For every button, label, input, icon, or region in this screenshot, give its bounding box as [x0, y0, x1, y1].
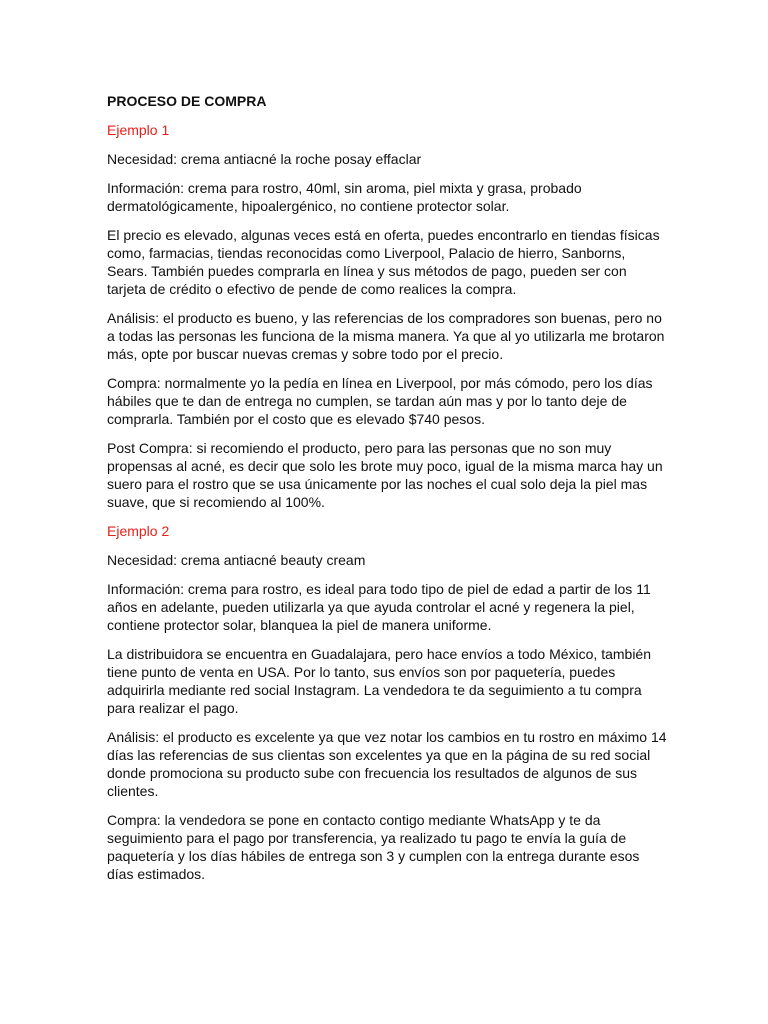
text-line: adquirirla mediante red social Instagram. La vendedora te da seguimiento a tu compra — [107, 682, 642, 698]
paragraph — [107, 226, 708, 298]
text-line: más, opte por buscar nuevas cremas y sobre todo por el precio. — [107, 346, 504, 362]
text-line: clientes. — [107, 783, 159, 799]
paragraph — [107, 580, 708, 634]
text-line: suave, que si recomiendo al 100%. — [107, 494, 325, 510]
example-heading: Ejemplo 2 — [107, 523, 170, 539]
text-line: días las referencias de sus clientas son excelentes ya que en la página de su red social — [107, 747, 651, 763]
paragraph — [107, 811, 708, 883]
text-line: Información: crema para rostro, 40ml, sin aroma, piel mixta y grasa, probado — [107, 180, 582, 196]
text-line: comprarla. También por el costo que es elevado $740 pesos. — [107, 411, 485, 427]
text-line: para realizar el pago. — [107, 700, 239, 716]
text-line: como, farmacias, tiendas reconocidas como Liverpool, Palacio de hierro, Sanborns, — [107, 245, 626, 261]
text-line: La distribuidora se encuentra en Guadalajara, pero hace envíos a todo México, también — [107, 646, 652, 662]
paragraph — [107, 551, 708, 569]
text-line: Sears. También puedes comprarla en línea y sus métodos de pago, pueden ser con — [107, 263, 627, 279]
text-line: hábiles que te dan de entrega no cumplen, se tardan aún mas y por lo tanto deje de — [107, 393, 627, 409]
text-line: donde promociona su producto sube con frecuencia los resultados de algunos de sus — [107, 765, 638, 781]
text-line: Análisis: el producto es bueno, y las referencias de los compradores son buenas, pero no — [107, 310, 662, 326]
text-line: Información: crema para rostro, es ideal para todo tipo de piel de edad a partir de los 11 — [107, 581, 651, 597]
text-line: dermatológicamente, hipoalergénico, no contiene protector solar. — [107, 198, 510, 214]
text-line: Compra: la vendedora se pone en contacto contigo mediante WhatsApp y te da — [107, 812, 601, 828]
paragraph — [107, 439, 708, 511]
text-line: Compra: normalmente yo la pedía en línea en Liverpool, por más cómodo, pero los días — [107, 375, 653, 391]
paragraph — [107, 309, 708, 363]
example-heading: Ejemplo 1 — [107, 122, 170, 138]
paragraph — [107, 728, 708, 800]
text-line: Post Compra: si recomiendo el producto, pero para las personas que no son muy — [107, 440, 612, 456]
text-line: años en adelante, pueden utilizarla ya que ayuda controlar el acné y regenera la piel, — [107, 599, 635, 615]
text-line: propensas al acné, es decir que solo les brote muy poco, igual de la misma marca hay un — [107, 458, 663, 474]
paragraph — [107, 179, 708, 215]
example-section-1 — [107, 121, 708, 511]
text-line: Análisis: el producto es excelente ya que vez notar los cambios en tu rostro en máximo 14 — [107, 729, 667, 745]
example-section-2 — [107, 522, 708, 883]
text-line: paquetería y los días hábiles de entrega son 3 y cumplen con la entrega durante esos — [107, 848, 640, 864]
text-line: días estimados. — [107, 866, 206, 882]
text-line: tarjeta de crédito o efectivo de pende de como realices la compra. — [107, 281, 517, 297]
examples-container — [107, 121, 708, 883]
text-line: El precio es elevado, algunas veces está en oferta, puedes encontrarlo en tiendas físicas — [107, 227, 660, 243]
text-line: Necesidad: crema antiacné beauty cream — [107, 552, 366, 568]
text-line: tiene punto de venta en USA. Por lo tanto, sus envíos son por paquetería, puedes — [107, 664, 616, 680]
text-line: Necesidad: crema antiacné la roche posay effaclar — [107, 151, 422, 167]
paragraph — [107, 150, 708, 168]
text-line: a todas las personas les funciona de la misma manera. Ya que al yo utilizarla me brotaron — [107, 328, 665, 344]
text-line: contiene protector solar, blanquea la piel de manera uniforme. — [107, 617, 492, 633]
document-title: PROCESO DE COMPRA — [107, 93, 267, 109]
text-line: suero para el rostro que se usa únicamente por las noches el cual solo deja la piel mas — [107, 476, 648, 492]
paragraph — [107, 374, 708, 428]
paragraph — [107, 645, 708, 717]
text-line: seguimiento para el pago por transferencia, ya realizado tu pago te envía la guía de — [107, 830, 627, 846]
